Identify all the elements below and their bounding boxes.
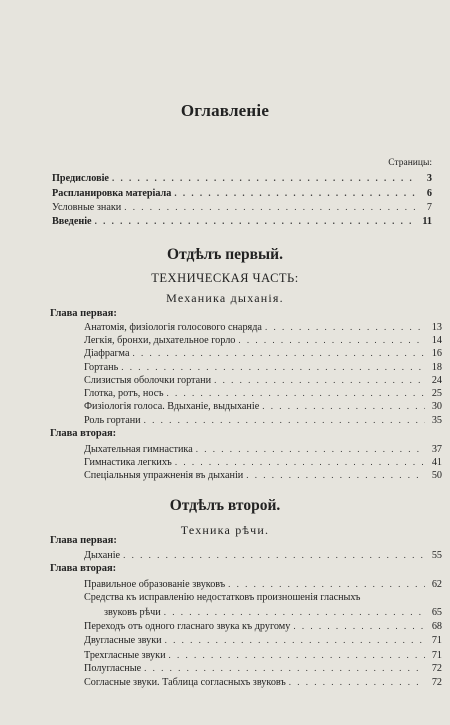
toc-entry-label: Трехгласные звуки <box>84 650 166 661</box>
part-title: Отдѣлъ второй. <box>169 497 281 514</box>
toc-entry[interactable] <box>84 387 442 400</box>
toc-entry[interactable] <box>84 634 442 647</box>
toc-entry-label: Условные знаки <box>52 202 122 213</box>
toc-entry-label: Физіологія голоса. Вдыханіе, выдыханіе <box>84 401 260 412</box>
toc-entry-page: 7 <box>426 202 432 213</box>
toc-entry-label: Дыханіе <box>84 550 121 561</box>
toc-entry[interactable] <box>84 620 442 633</box>
part-subtitle: ТЕХНИЧЕСКАЯ ЧАСТЬ: <box>151 271 299 285</box>
toc-entry[interactable] <box>84 469 442 482</box>
toc-entry-page: 50 <box>431 470 442 481</box>
toc-entry-label: звуковъ рѣчи <box>104 607 161 618</box>
toc-entry-label: Слизистыя оболочки гортани <box>84 375 212 386</box>
toc-entry[interactable] <box>52 215 432 228</box>
chapter-label: Глава вторая: <box>50 563 117 574</box>
toc-entry-label: Гортань <box>84 362 119 373</box>
toc-entry[interactable] <box>84 549 442 562</box>
toc-entry-label: Предисловіе <box>52 173 109 184</box>
chapter-label: Глава вторая: <box>50 428 117 439</box>
toc-entry-label: Средства къ исправленію недостатковъ произношенія гласныхъ <box>84 592 361 603</box>
toc-entry-label: Роль гортани <box>84 415 141 426</box>
section-title: Техника рѣчи. <box>180 523 270 537</box>
toc-entry-label: Легкія, бронхи, дыхательное горло <box>84 335 236 346</box>
toc-entry-page: 13 <box>431 322 442 333</box>
toc-entry[interactable] <box>84 321 442 334</box>
toc-entry[interactable] <box>52 187 432 200</box>
toc-entry-page: 35 <box>431 415 442 426</box>
toc-entry-page: 24 <box>431 375 442 386</box>
toc-entry[interactable] <box>84 456 442 469</box>
toc-entry-label: Гимнастика легкихъ <box>84 457 172 468</box>
toc-entry-page: 18 <box>431 362 442 373</box>
toc-entry[interactable] <box>84 400 442 413</box>
toc-entry-label: Переходъ отъ одного гласнаго звука къ другому <box>84 621 291 632</box>
toc-entry-page: 71 <box>431 650 442 661</box>
toc-entry-page: 41 <box>431 457 442 468</box>
toc-entry-page: 16 <box>431 348 442 359</box>
toc-entry-page: 55 <box>431 550 442 561</box>
toc-entry-page: 30 <box>431 401 442 412</box>
toc-entry[interactable] <box>84 361 442 374</box>
toc-entry[interactable] <box>84 334 442 347</box>
toc-entry[interactable] <box>104 606 442 619</box>
toc-entry-page: 68 <box>431 621 442 632</box>
toc-entry-label: Введеніе <box>52 216 92 227</box>
toc-entry-label: Глотка, ротъ, носъ <box>84 388 164 399</box>
pages-column-label: Страницы: <box>388 158 432 168</box>
toc-entry-label: Дыхательная гимнастика <box>84 444 193 455</box>
toc-entry-label: Спеціальныя упражненія въ дыханіи <box>84 470 244 481</box>
toc-entry-label: Полугласные <box>84 663 142 674</box>
toc-entry-page: 72 <box>431 663 442 674</box>
section-title: Механика дыханія. <box>166 291 284 305</box>
toc-entry-page: 65 <box>431 607 442 618</box>
toc-entry-page: 14 <box>431 335 442 346</box>
toc-entry[interactable] <box>84 578 442 591</box>
toc-entry-label: Діафрагма <box>84 348 130 359</box>
part-title: Отдѣлъ первый. <box>167 246 283 263</box>
chapter-label: Глава первая: <box>50 535 117 546</box>
toc-entry-page: 11 <box>422 216 432 227</box>
toc-entry-page: 71 <box>431 635 442 646</box>
toc-entry[interactable] <box>84 662 442 675</box>
toc-entry[interactable] <box>52 201 432 214</box>
toc-entry-page: 62 <box>431 579 442 590</box>
toc-entry-page: 6 <box>426 188 432 199</box>
toc-entry-label: Согласные звуки. Таблица согласныхъ звуковъ <box>84 677 286 688</box>
toc-entry-label: Правильное образованіе звуковъ <box>84 579 226 590</box>
toc-entry-page: 72 <box>431 677 442 688</box>
toc-entry-page: 3 <box>426 173 432 184</box>
page-title: Оглавленіе <box>180 101 270 120</box>
toc-entry[interactable] <box>84 443 442 456</box>
chapter-label: Глава первая: <box>50 308 117 319</box>
toc-entry-label: Распланировка матеріала <box>52 188 172 199</box>
toc-entry[interactable] <box>84 374 442 387</box>
toc-entry-page: 25 <box>431 388 442 399</box>
toc-entry[interactable] <box>84 676 442 689</box>
toc-entry[interactable] <box>84 649 442 662</box>
toc-entry[interactable] <box>84 347 442 360</box>
toc-entry[interactable] <box>52 172 432 185</box>
toc-entry[interactable] <box>84 414 442 427</box>
toc-entry-page: 37 <box>431 444 442 455</box>
toc-entry-label: Двугласные звуки <box>84 635 162 646</box>
toc-entry-label: Анатомія, физіологія голосового снаряда <box>84 322 262 333</box>
